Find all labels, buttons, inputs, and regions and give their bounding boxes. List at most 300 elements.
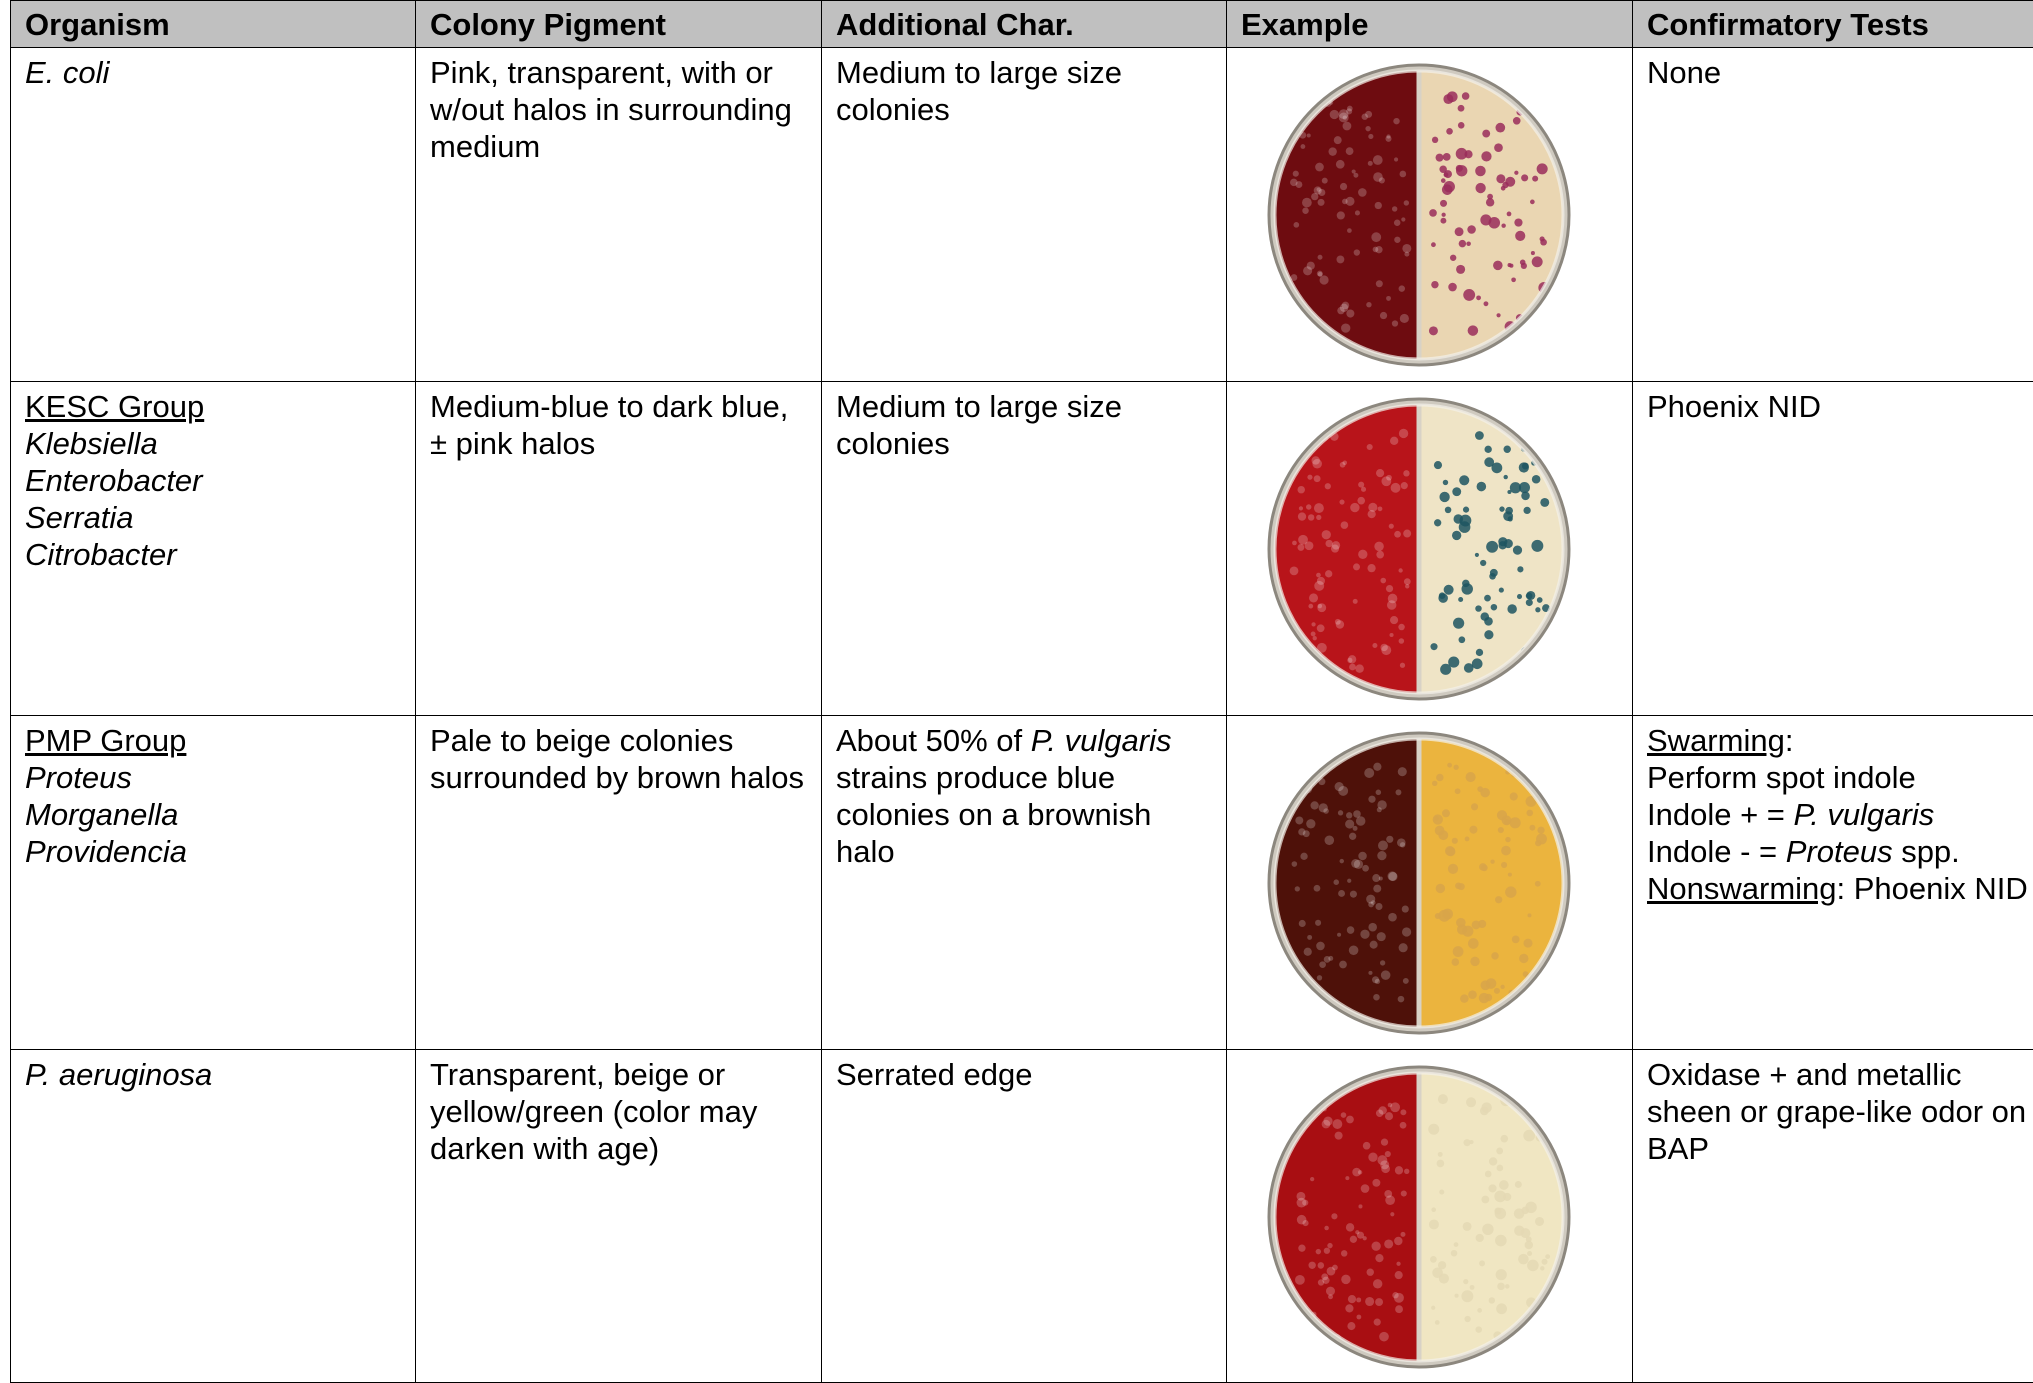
colony	[1540, 1266, 1544, 1270]
colony	[1481, 1196, 1489, 1204]
colony	[1400, 314, 1409, 323]
colony	[1335, 1132, 1343, 1140]
colony	[1527, 1251, 1532, 1256]
colony	[1447, 763, 1452, 768]
colony	[1302, 198, 1312, 208]
colony	[1475, 183, 1485, 193]
colony	[1518, 1254, 1529, 1265]
colony	[1308, 1262, 1315, 1269]
colony	[1376, 469, 1384, 477]
colony	[1310, 801, 1318, 809]
colony	[1303, 266, 1312, 275]
species-name: P. vulgaris	[1793, 797, 1935, 832]
colony	[1368, 161, 1373, 166]
organism-identification-table	[10, 0, 2033, 1383]
colony	[1362, 114, 1368, 120]
colony	[1394, 1237, 1402, 1245]
colony	[1390, 616, 1398, 624]
colony	[1347, 879, 1351, 883]
colony	[1498, 827, 1504, 833]
colony	[1367, 1269, 1374, 1276]
colony	[1385, 1112, 1393, 1120]
colony	[1345, 1176, 1349, 1180]
colony	[1468, 938, 1479, 949]
colony	[1434, 461, 1442, 469]
colony	[1458, 105, 1465, 112]
nonswarming-text: : Phoenix NID	[1836, 871, 2028, 906]
colony	[1505, 1284, 1510, 1289]
genus-name: Serratia	[25, 500, 134, 535]
colony	[1331, 544, 1339, 552]
colony	[1497, 810, 1507, 820]
table-row-p-aeruginosa	[11, 1050, 2033, 1383]
colony	[1519, 954, 1528, 963]
colony	[1431, 242, 1436, 247]
colony	[1468, 990, 1477, 999]
swarming-line	[1647, 722, 2033, 759]
colony	[1374, 542, 1384, 552]
colony	[1324, 1226, 1329, 1231]
colony	[1452, 487, 1461, 496]
colony	[1293, 222, 1299, 228]
colony	[1475, 166, 1486, 177]
pigment-cell: Pale to beige colonies surrounded by brown halos	[416, 716, 822, 1050]
colony	[1525, 1241, 1533, 1249]
colony	[1448, 657, 1459, 668]
colony	[1463, 289, 1475, 301]
colony	[1463, 1222, 1472, 1231]
colony	[1505, 837, 1510, 842]
colony	[1385, 1151, 1391, 1157]
colony	[1336, 255, 1344, 263]
colony	[1296, 1111, 1301, 1116]
colony	[1368, 1153, 1377, 1162]
colony	[1341, 1275, 1350, 1284]
colony	[1333, 879, 1339, 885]
colony	[1316, 1249, 1321, 1254]
colony	[1345, 1304, 1353, 1312]
colony	[1379, 876, 1383, 880]
colony	[1540, 498, 1549, 507]
colony	[1388, 913, 1397, 922]
colony	[1349, 664, 1356, 671]
colony	[1432, 137, 1438, 143]
colony	[1494, 1191, 1506, 1203]
colony	[1396, 1262, 1400, 1266]
culture-plate-image	[1263, 1058, 1575, 1376]
colony	[1339, 961, 1347, 969]
colony	[1377, 807, 1382, 812]
colony	[1381, 970, 1391, 980]
colony	[1390, 437, 1398, 445]
colony	[1526, 591, 1535, 600]
colony	[1496, 1147, 1503, 1154]
colony	[1489, 1297, 1495, 1303]
colony	[1456, 265, 1465, 274]
colony	[1345, 820, 1354, 829]
colony	[1295, 1275, 1305, 1285]
colony	[1444, 170, 1452, 178]
colony	[1378, 506, 1383, 511]
colony	[1299, 506, 1303, 510]
colony	[1491, 604, 1498, 611]
colony	[1535, 607, 1540, 612]
colony	[1358, 550, 1367, 559]
colony	[1490, 859, 1494, 863]
colony	[1381, 645, 1391, 655]
colony	[1379, 1332, 1389, 1342]
colony	[1532, 176, 1538, 182]
colony	[1441, 178, 1446, 183]
colony	[1365, 1297, 1374, 1306]
colony	[1458, 883, 1465, 890]
colony	[1380, 578, 1386, 584]
colony	[1486, 198, 1494, 206]
colony	[1349, 833, 1356, 840]
colony	[1514, 171, 1518, 175]
colony	[1445, 507, 1452, 514]
confirmatory-cell: Phoenix NID	[1633, 382, 2033, 716]
colony	[1521, 174, 1528, 181]
species-name: P. vulgaris	[1030, 723, 1172, 758]
pigment-cell: Medium-blue to dark blue, ± pink halos	[416, 382, 822, 716]
colony	[1535, 1099, 1544, 1108]
header-row	[11, 1, 2033, 48]
colony	[1510, 817, 1521, 828]
colony	[1357, 497, 1365, 505]
colony	[1294, 645, 1300, 651]
colony	[1394, 237, 1400, 243]
colony	[1452, 838, 1458, 844]
colony	[1526, 810, 1533, 817]
colony	[1404, 200, 1409, 205]
colony	[1347, 926, 1355, 934]
colony	[1293, 171, 1299, 177]
colony	[1432, 781, 1437, 786]
colony	[1465, 836, 1470, 841]
colony	[1302, 207, 1308, 213]
organism-cell	[11, 1050, 416, 1383]
colony	[1306, 504, 1311, 509]
colony	[1504, 475, 1508, 479]
colony	[1315, 163, 1324, 172]
indole-negative-line	[1647, 833, 2033, 870]
colony	[1435, 816, 1439, 820]
colony	[1394, 157, 1398, 161]
colony	[1540, 646, 1545, 651]
colony	[1381, 476, 1391, 486]
colony	[1386, 585, 1393, 592]
colony	[1361, 1184, 1370, 1193]
genus-name: Enterobacter	[25, 463, 203, 498]
colony	[1373, 763, 1381, 771]
colony	[1514, 218, 1522, 226]
colony	[1402, 927, 1411, 936]
colony	[1458, 597, 1463, 602]
table-row-e-coli	[11, 48, 2033, 382]
colony	[1477, 1308, 1482, 1313]
colony	[1314, 475, 1321, 482]
colony	[1346, 1223, 1354, 1231]
colony	[1371, 900, 1376, 905]
colony	[1304, 948, 1312, 956]
colony	[1403, 470, 1409, 476]
colony	[1442, 809, 1450, 817]
colony	[1464, 1316, 1470, 1322]
colony	[1347, 1322, 1355, 1330]
colony	[1300, 110, 1305, 115]
colony	[1443, 94, 1453, 104]
colony	[1335, 782, 1344, 791]
colony	[1380, 312, 1387, 319]
organism-name: E. coli	[25, 55, 110, 90]
colony	[1495, 896, 1502, 903]
colony	[1542, 1259, 1548, 1265]
colony	[1381, 1139, 1388, 1146]
colony	[1445, 846, 1455, 856]
colony	[1501, 846, 1511, 856]
colony	[1537, 827, 1544, 834]
colony	[1401, 1190, 1407, 1196]
colony	[1542, 1335, 1546, 1339]
colony	[1346, 1116, 1354, 1124]
colony	[1378, 840, 1388, 850]
genus-name: Proteus	[25, 760, 132, 795]
colony	[1353, 563, 1360, 570]
genus-name: Citrobacter	[25, 537, 177, 572]
colony	[1538, 1333, 1547, 1342]
colony	[1462, 926, 1473, 937]
colony	[1429, 209, 1437, 217]
colony	[1481, 1102, 1491, 1112]
colony	[1310, 1177, 1314, 1181]
colony	[1317, 271, 1323, 277]
colony	[1356, 1315, 1361, 1320]
colony	[1496, 174, 1505, 183]
colony	[1358, 188, 1367, 197]
colony	[1339, 499, 1344, 504]
colony	[1521, 1228, 1531, 1238]
colony	[1452, 531, 1461, 540]
colony	[1472, 920, 1481, 929]
colony	[1466, 1097, 1476, 1107]
colony	[1386, 296, 1391, 301]
colony	[1362, 865, 1369, 872]
colony	[1537, 163, 1548, 174]
colony	[1346, 310, 1354, 318]
colony	[1376, 790, 1382, 796]
colony	[1395, 1271, 1403, 1279]
colony	[1297, 1215, 1307, 1225]
colony	[1372, 643, 1377, 648]
colony	[1316, 573, 1321, 578]
colony	[1479, 1260, 1485, 1266]
colony	[1429, 1219, 1439, 1229]
colony	[1295, 664, 1303, 672]
colony	[1389, 633, 1393, 637]
colony	[1324, 1248, 1330, 1254]
colony	[1398, 568, 1402, 572]
colony	[1371, 1242, 1380, 1251]
colony	[1456, 148, 1468, 160]
genus-name: Proteus	[1785, 834, 1893, 869]
colony	[1399, 943, 1408, 952]
colony	[1299, 316, 1304, 321]
colony	[1315, 920, 1321, 926]
colony	[1350, 503, 1359, 512]
header-additional-char: Additional Char.	[822, 1, 1227, 48]
colony	[1459, 475, 1469, 485]
colony	[1341, 1112, 1347, 1118]
colony	[1292, 541, 1297, 546]
swarming-colon: :	[1784, 723, 1794, 758]
colony	[1475, 431, 1484, 440]
culture-plate-image	[1263, 390, 1575, 708]
colony	[1527, 1260, 1539, 1272]
colony	[1463, 1279, 1468, 1284]
colony	[1298, 828, 1305, 835]
colony	[1532, 475, 1541, 484]
colony	[1522, 463, 1529, 470]
colony	[1540, 436, 1545, 441]
colony	[1317, 624, 1325, 632]
pigment-cell: Pink, transparent, with or w/out halos in surrounding medium	[416, 48, 822, 382]
colony	[1484, 301, 1489, 306]
colony	[1301, 144, 1306, 149]
colony	[1451, 1250, 1458, 1257]
colony	[1469, 1140, 1473, 1144]
colony	[1471, 803, 1478, 810]
colony	[1363, 1142, 1371, 1150]
colony	[1338, 810, 1343, 815]
colony	[1390, 1212, 1394, 1216]
indole-positive-line	[1647, 796, 2033, 833]
colony	[1321, 1273, 1328, 1280]
colony	[1462, 580, 1469, 587]
colony	[1349, 945, 1359, 955]
colony	[1507, 212, 1512, 217]
colony	[1448, 283, 1457, 292]
colony	[1454, 765, 1459, 770]
colony	[1531, 540, 1543, 552]
colony	[1399, 429, 1408, 438]
colony	[1508, 516, 1513, 521]
colony	[1307, 935, 1312, 940]
colony	[1368, 971, 1372, 975]
colony	[1375, 903, 1382, 910]
colony	[1455, 227, 1464, 236]
colony	[1328, 147, 1336, 155]
colony	[1343, 122, 1352, 131]
colony	[1403, 530, 1411, 538]
colony	[1296, 776, 1304, 784]
colony	[1495, 1235, 1507, 1247]
genus-name: Providencia	[25, 834, 187, 869]
colony	[1484, 595, 1491, 602]
colony	[1470, 1285, 1475, 1290]
colony	[1535, 1217, 1544, 1226]
colony	[1481, 151, 1491, 161]
colony	[1297, 486, 1304, 493]
colony	[1461, 1290, 1473, 1302]
colony	[1317, 188, 1321, 192]
colony	[1390, 1102, 1400, 1112]
colony	[1297, 1192, 1306, 1201]
colony	[1527, 913, 1531, 917]
colony	[1337, 933, 1341, 937]
colony	[1360, 930, 1369, 939]
colony	[1511, 277, 1516, 282]
colony	[1323, 1117, 1332, 1126]
colony	[1373, 155, 1383, 165]
colony	[1341, 1250, 1348, 1257]
colony	[1481, 612, 1490, 621]
colony	[1353, 826, 1358, 831]
indole-positive-text: Indole + =	[1647, 797, 1794, 832]
colony	[1365, 126, 1370, 131]
colony	[1340, 183, 1347, 190]
colony	[1290, 567, 1299, 576]
colony	[1455, 788, 1461, 794]
colony	[1319, 803, 1328, 812]
colony	[1440, 218, 1446, 224]
colony	[1337, 211, 1345, 219]
colony	[1328, 1294, 1333, 1299]
colony	[1444, 181, 1455, 192]
colony	[1392, 320, 1398, 326]
colony	[1494, 988, 1500, 994]
additional-text: strains produce blue colonies on a brownish halo	[836, 760, 1152, 869]
colony	[1475, 553, 1479, 557]
organism-cell	[11, 716, 416, 1050]
colony	[1452, 958, 1460, 966]
colony	[1500, 985, 1504, 989]
colony	[1440, 200, 1447, 207]
colony	[1299, 97, 1306, 104]
colony	[1482, 1224, 1493, 1235]
colony	[1485, 1171, 1492, 1178]
table-row-kesc-group	[11, 382, 2033, 716]
colony	[1532, 256, 1543, 267]
spot-indole-line: Perform spot indole	[1647, 760, 1916, 795]
colony	[1374, 1319, 1381, 1326]
colony	[1507, 604, 1517, 614]
colony	[1318, 1279, 1324, 1285]
colony	[1512, 936, 1520, 944]
colony	[1368, 134, 1373, 139]
colony	[1373, 1279, 1382, 1288]
colony	[1505, 177, 1515, 187]
colony	[1439, 592, 1446, 599]
colony	[1297, 544, 1304, 551]
colony	[1375, 1254, 1383, 1262]
colony	[1446, 128, 1453, 135]
colony	[1350, 1236, 1357, 1243]
colony	[1354, 249, 1360, 255]
colony	[1334, 136, 1342, 144]
colony	[1358, 482, 1364, 488]
colony	[1484, 630, 1493, 639]
colony	[1316, 515, 1321, 520]
colony	[1443, 153, 1451, 161]
colony	[1376, 280, 1383, 287]
colony	[1436, 884, 1445, 893]
colony	[1536, 834, 1547, 845]
colony	[1504, 539, 1513, 548]
colony	[1431, 281, 1438, 288]
colony	[1499, 1180, 1509, 1190]
header-colony-pigment: Colony Pigment	[416, 1, 822, 48]
